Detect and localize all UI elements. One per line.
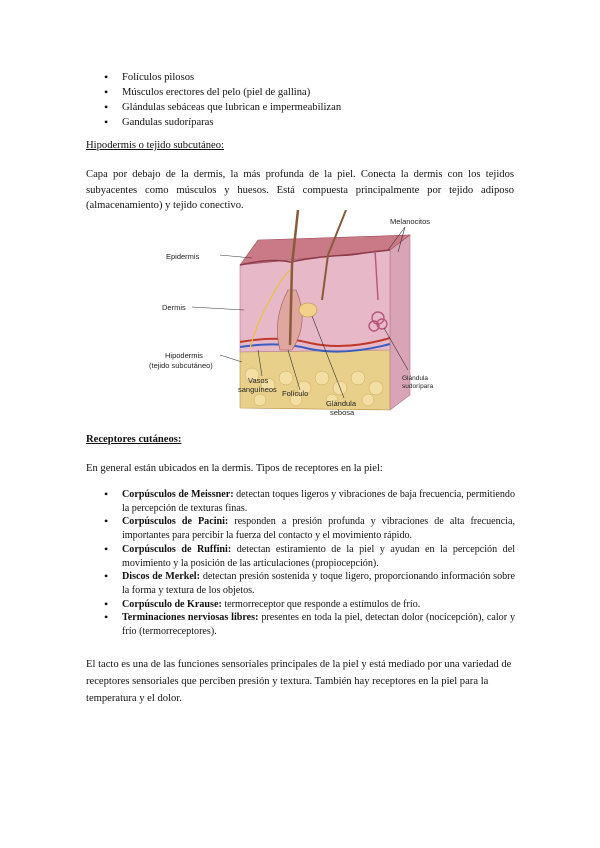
label-hipodermis: Hipodermis: [165, 351, 203, 360]
receptores-heading: Receptores cutáneos:: [86, 434, 182, 445]
closing-paragraph: El tacto es una de las funciones sensoriales principales de la piel y está mediado por una variedad de receptores sensoriales que perciben presión y textura. También hay receptores en la piel para la temperatura y el dolor.: [86, 659, 512, 704]
label-vasos: Vasos: [248, 376, 269, 385]
hipodermis-paragraph: Capa por debajo de la dermis, la más profunda de la piel. Conecta la dermis con los tejidos subyacentes como músculos y huesos. Está compuesta principalmente por tejido adiposo (almacenamiento) y tejido conectivo.: [86, 169, 514, 211]
list-item: • Folículos pilosos: [122, 70, 562, 85]
list-item: • Gandulas sudoríparas: [122, 115, 562, 130]
receptor-desc: presentes en toda la piel, detectan dolor (nocicepción), calor y frío (termorreceptores).: [122, 612, 515, 638]
list-item: [122, 598, 515, 612]
label-foliculo: Folículo: [282, 389, 309, 398]
label-glandula-sudoripara-2: sudorípara: [402, 383, 434, 390]
label-sanguineos: sanguíneos: [238, 385, 277, 394]
receptor-desc: responden a presión profunda y vibraciones de alta frecuencia, importantes para percibir la fuerza del contacto y el movimiento rápido.: [122, 516, 515, 542]
list-item: • Glándulas sebáceas que lubrican e impermeabilizan: [122, 100, 562, 115]
receptors-list: [122, 488, 515, 639]
receptor-term: Corpúsculos de Pacini:: [122, 516, 229, 528]
list-item: • Músculos erectores del pelo (piel de gallina): [122, 85, 562, 100]
list-item: [122, 543, 515, 570]
label-tejido-subcutaneo: (tejido subcutáneo): [149, 361, 213, 370]
sebaceous-gland: [299, 303, 317, 317]
receptor-term: Corpúsculos de Ruffini:: [122, 543, 232, 555]
receptor-term: Corpúsculos de Meissner:: [122, 489, 234, 500]
label-dermis: Dermis: [162, 303, 186, 312]
label-epidermis: Epidermis: [166, 252, 200, 261]
dermis-layer: [240, 250, 390, 352]
hipodermis-heading: Hipodermis o tejido subcutáneo:: [86, 140, 224, 151]
list-item: [122, 515, 515, 542]
label-glandula-sebosa-2: sebosa: [330, 408, 355, 417]
skin-layers-diagram: [140, 210, 445, 425]
label-glandula-sudoripara-1: Glándula: [402, 375, 429, 382]
receptor-term: Terminaciones nerviosas libres:: [122, 612, 259, 624]
label-melanocitos: Melanocitos: [390, 217, 431, 226]
receptor-desc: termorreceptor que responde a estímulos de frío.: [224, 598, 421, 610]
receptor-desc: detectan toques ligeros y vibraciones de baja frecuencia, permitiendo la percepción de texturas finas.: [122, 489, 515, 514]
receptores-intro: En general están ubicados en la dermis. Tipos de receptores en la piel:: [86, 463, 383, 474]
receptor-desc: detectan estiramiento de la piel y ayudan en la percepción del movimiento y la posición de las articulaciones (propiocepción).: [122, 543, 516, 569]
list-item: [122, 488, 515, 515]
label-glandula-sebosa-1: Glándula: [326, 399, 357, 408]
receptor-desc: detectan presión sostenida y toque ligero, proporcionando información sobre la forma y textura de los objetos.: [122, 571, 516, 596]
skin-structures-list: [122, 70, 562, 130]
list-item: [122, 611, 515, 638]
receptor-term: Corpúsculo de Krause:: [122, 598, 222, 610]
list-item: [122, 570, 515, 597]
receptor-term: Discos de Merkel:: [122, 571, 200, 583]
